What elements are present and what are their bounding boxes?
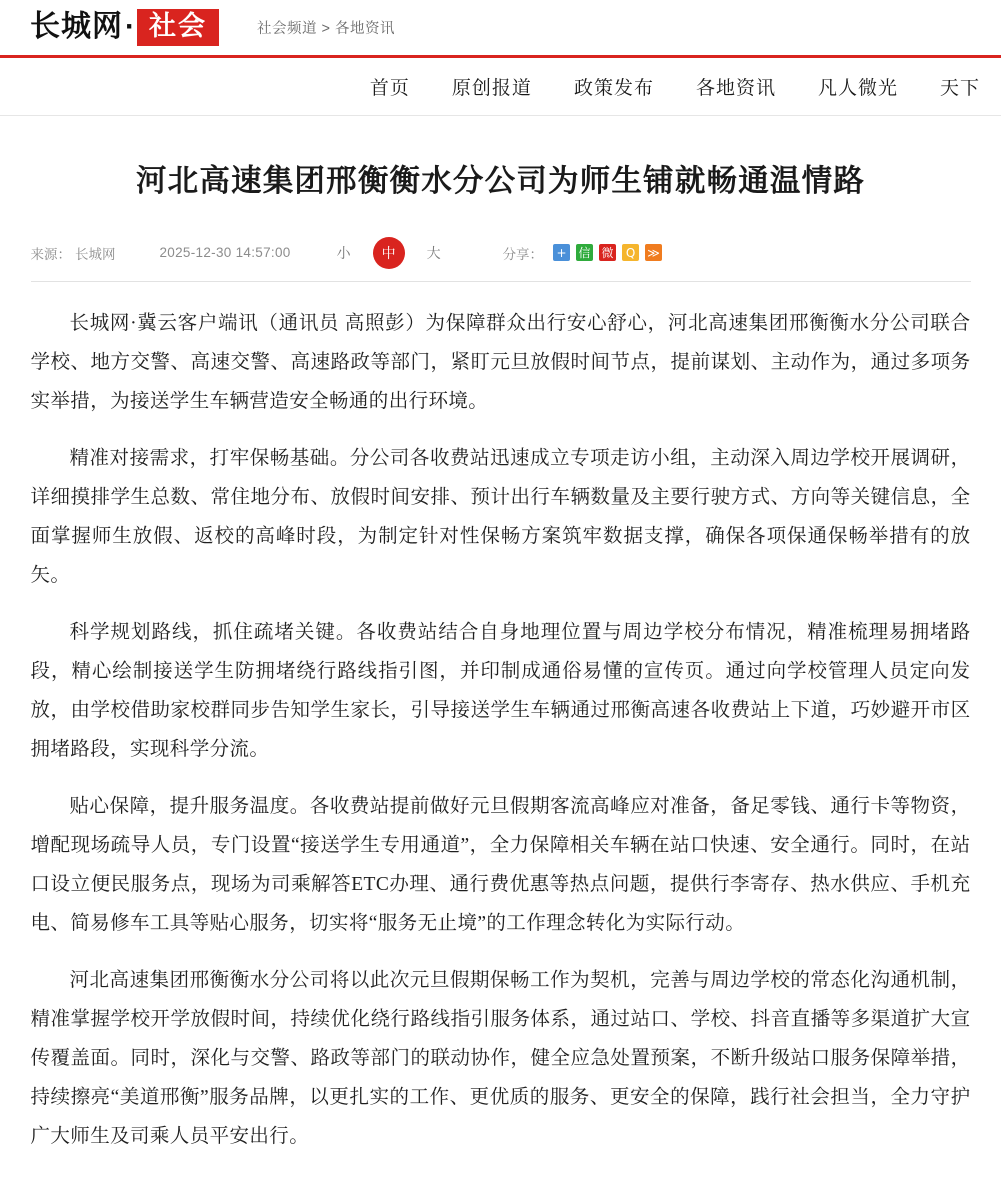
article-meta-bar bbox=[31, 237, 971, 282]
font-size-medium-button[interactable]: 中 bbox=[373, 237, 405, 269]
font-size-small-button[interactable]: 小 bbox=[336, 244, 351, 261]
logo-text: 长城网 bbox=[30, 10, 123, 44]
breadcrumb[interactable]: 社会频道 > 各地资讯 bbox=[257, 21, 396, 37]
wechat-share-icon[interactable]: 信 bbox=[576, 244, 593, 261]
nav-item-local-news[interactable]: 各地资讯 bbox=[695, 78, 776, 99]
qzone-share-icon[interactable]: Q bbox=[622, 244, 639, 261]
rss-share-icon[interactable]: ≫ bbox=[645, 244, 662, 261]
source-label: 来源： bbox=[30, 246, 71, 262]
site-logo[interactable] bbox=[30, 9, 219, 46]
nav-list bbox=[349, 73, 1001, 100]
article-paragraph: 精准对接需求，打牢保畅基础。分公司各收费站迅速成立专项走访小组，主动深入周边学校开展调研，详细摸排学生总数、常住地分布、放假时间安排、预计出行车辆数量及主要行驶方式、方向等关键信息，全面掌握师生放假、返校的高峰时段，为制定针对性保畅方案筑牢数据支撑，确保各项保通保畅举措有的放矢。 bbox=[30, 447, 971, 586]
nav-item-ordinary-light[interactable]: 凡人微光 bbox=[817, 78, 898, 99]
article-paragraph: 河北高速集团邢衡衡水分公司将以此次元旦假期保畅工作为契机，完善与周边学校的常态化沟通机制，精准掌握学校开学放假时间，持续优化绕行路线指引服务体系，通过站口、学校、抖音直播等多渠道扩大宣传覆盖面。同时，深化与交警、路政等部门的联动协作，健全应急处置预案，不断升级站口服务保障举措，持续擦亮“美道邢衡”服务品牌，以更扎实的工作、更优质的服务、更安全的保障，践行社会担当，全力守护广大师生及司乘人员平安出行。 bbox=[30, 969, 971, 1147]
publish-date: 2025-12-30 14:57:00 bbox=[159, 245, 291, 261]
article-paragraph: 长城网·冀云客户端讯（通讯员 高照彭）为保障群众出行安心舒心，河北高速集团邢衡衡水分公司联合学校、地方交警、高速交警、高速路政等部门，紧盯元旦放假时间节点，提前谋划、主动作为，通过多项务实举措，为接送学生车辆营造安全畅通的出行环境。 bbox=[30, 312, 971, 412]
share-label: 分享： bbox=[502, 246, 544, 262]
nav-item-home[interactable]: 首页 bbox=[369, 78, 410, 99]
logo-separator-dot: · bbox=[125, 10, 135, 44]
font-size-large-button[interactable]: 大 bbox=[426, 244, 441, 261]
article-body bbox=[31, 304, 971, 1156]
article-paragraph: 科学规划路线，抓住疏堵关键。各收费站结合自身地理位置与周边学校分布情况，精准梳理易拥堵路段，精心绘制接送学生防拥堵绕行路线指引图，并印制成通俗易懂的宣传页。通过向学校管理人员定向发放，由学校借助家校群同步告知学生家长，引导接送学生车辆通过邢衡高速各收费站上下道，巧妙避开市区拥堵路段，实现科学分流。 bbox=[30, 621, 971, 760]
share-controls bbox=[503, 243, 663, 263]
weibo-share-icon[interactable]: 微 bbox=[599, 244, 616, 261]
nav-item-world[interactable]: 天下 bbox=[939, 78, 980, 99]
page-title: 河北高速集团邢衡衡水分公司为师生铺就畅通温情路 bbox=[135, 164, 866, 198]
nav-item-policy-release[interactable]: 政策发布 bbox=[573, 78, 654, 99]
site-header bbox=[0, 0, 1001, 55]
article bbox=[31, 160, 971, 1194]
font-size-controls bbox=[337, 237, 441, 269]
source-name: 长城网 bbox=[75, 246, 116, 262]
main-navigation bbox=[0, 58, 1001, 116]
nav-item-original-report[interactable]: 原创报道 bbox=[451, 78, 532, 99]
share-plus-icon[interactable]: + bbox=[553, 244, 570, 261]
article-paragraph: 贴心保障，提升服务温度。各收费站提前做好元旦假期客流高峰应对准备，备足零钱、通行卡等物资，增配现场疏导人员，专门设置“接送学生专用通道”，全力保障相关车辆在站口快速、安全通行。同时，在站口设立便民服务点，现场为司乘解答ETC办理、通行费优惠等热点问题，提供行李寄存、热水供应、手机充电、简易修车工具等贴心服务，切实将“服务无止境”的工作理念转化为实际行动。 bbox=[30, 795, 971, 934]
channel-badge: 社会 bbox=[137, 9, 219, 46]
